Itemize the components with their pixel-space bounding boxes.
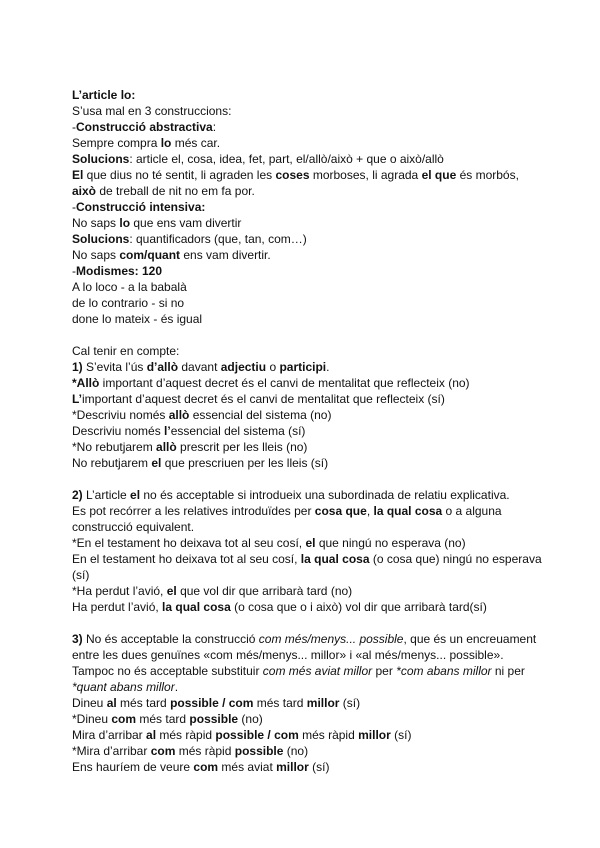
rule1-statement: 1) S’evita l’ús d’allò davant adjectiu o participi.: [72, 360, 330, 374]
idiom-item: A lo loco - a la babalà: [72, 280, 187, 294]
rule2-example: En el testament ho deixava tot al seu cosí, la qual cosa (o cosa que) ningú no esperava (sí): [72, 552, 542, 582]
rule1-example: No rebutjarem el que prescriuen per les lleis (sí): [72, 456, 329, 470]
rule3-example: *Mira d’arribar com més ràpid possible (no): [72, 744, 309, 758]
rule3-example: Ens hauríem de veure com més aviat millor (sí): [72, 760, 330, 774]
c2-solutions: Solucions: quantificadors (que, tan, com…): [72, 232, 307, 246]
rule1-example: *No rebutjarem allò prescrit per les lleis (no): [72, 440, 308, 454]
rule2-example: Ha perdut l’avió, la qual cosa (o cosa que o i això) vol dir que arribarà tard(sí): [72, 600, 487, 614]
c1-solutions: Solucions: article el, cosa, idea, fet, part, el/allò/això + que o això/allò: [72, 152, 444, 166]
rule1-example: Descriviu només l’essencial del sistema (sí): [72, 424, 306, 438]
rule2-example: *En el testament ho deixava tot al seu cosí, el que ningú no esperava (no): [72, 536, 466, 550]
rule2-alternative: Es pot recórrer a les relatives introduïdes per cosa que, la qual cosa o a alguna construcció equivalent.: [72, 504, 502, 534]
rule2-example: *Ha perdut l’avió, el que vol dir que arribarà tard (no): [72, 584, 353, 598]
rule1-example: *Allò important d’aquest decret és el canvi de mentalitat que reflecteix (no): [72, 376, 470, 390]
c2-heading: -Construcció intensiva:: [72, 200, 206, 214]
c1-solution-example: El que dius no té sentit, li agraden les coses morboses, li agrada el que és morbós,: [72, 168, 519, 182]
title: L’article lo:: [72, 88, 136, 102]
c1-solution-example-cont: això de treball de nit no em fa por.: [72, 184, 255, 198]
rule3-statement: 3) No és acceptable la construcció com més/menys... possible, que és un encreuament entre les dues genuïnes «com més/menys... millor» i «al més/menys... possible». Tampoc no és acceptable substituir com més aviat millor per *com abans millor ni per *quant abans millor.: [72, 632, 537, 694]
c1-heading: -Construcció abstractiva:: [72, 120, 217, 134]
rule1-example: *Descriviu només allò essencial del sistema (no): [72, 408, 332, 422]
intro-line: S’usa mal en 3 construccions:: [72, 104, 232, 118]
rule3-example: Dineu al més tard possible / com més tard millor (sí): [72, 696, 361, 710]
document-page: [72, 87, 542, 775]
c3-heading: -Modismes: 120: [72, 264, 163, 278]
rule2-statement: 2) L’article el no és acceptable si introdueix una subordinada de relatiu explicativa.: [72, 488, 510, 502]
idiom-item: done lo mateix - és igual: [72, 312, 203, 326]
c2-example: No saps lo que ens vam divertir: [72, 216, 242, 230]
rule3-example: Mira d’arribar al més ràpid possible / com més ràpid millor (sí): [72, 728, 412, 742]
note-line: Cal tenir en compte:: [72, 344, 180, 358]
c2-solution-example: No saps com/quant ens vam divertir.: [72, 248, 271, 262]
c1-example: Sempre compra lo més car.: [72, 136, 221, 150]
rule1-example: L’important d’aquest decret és el canvi de mentalitat que reflecteix (sí): [72, 392, 445, 406]
rule3-example: *Dineu com més tard possible (no): [72, 712, 263, 726]
idiom-item: de lo contrario - si no: [72, 296, 185, 310]
